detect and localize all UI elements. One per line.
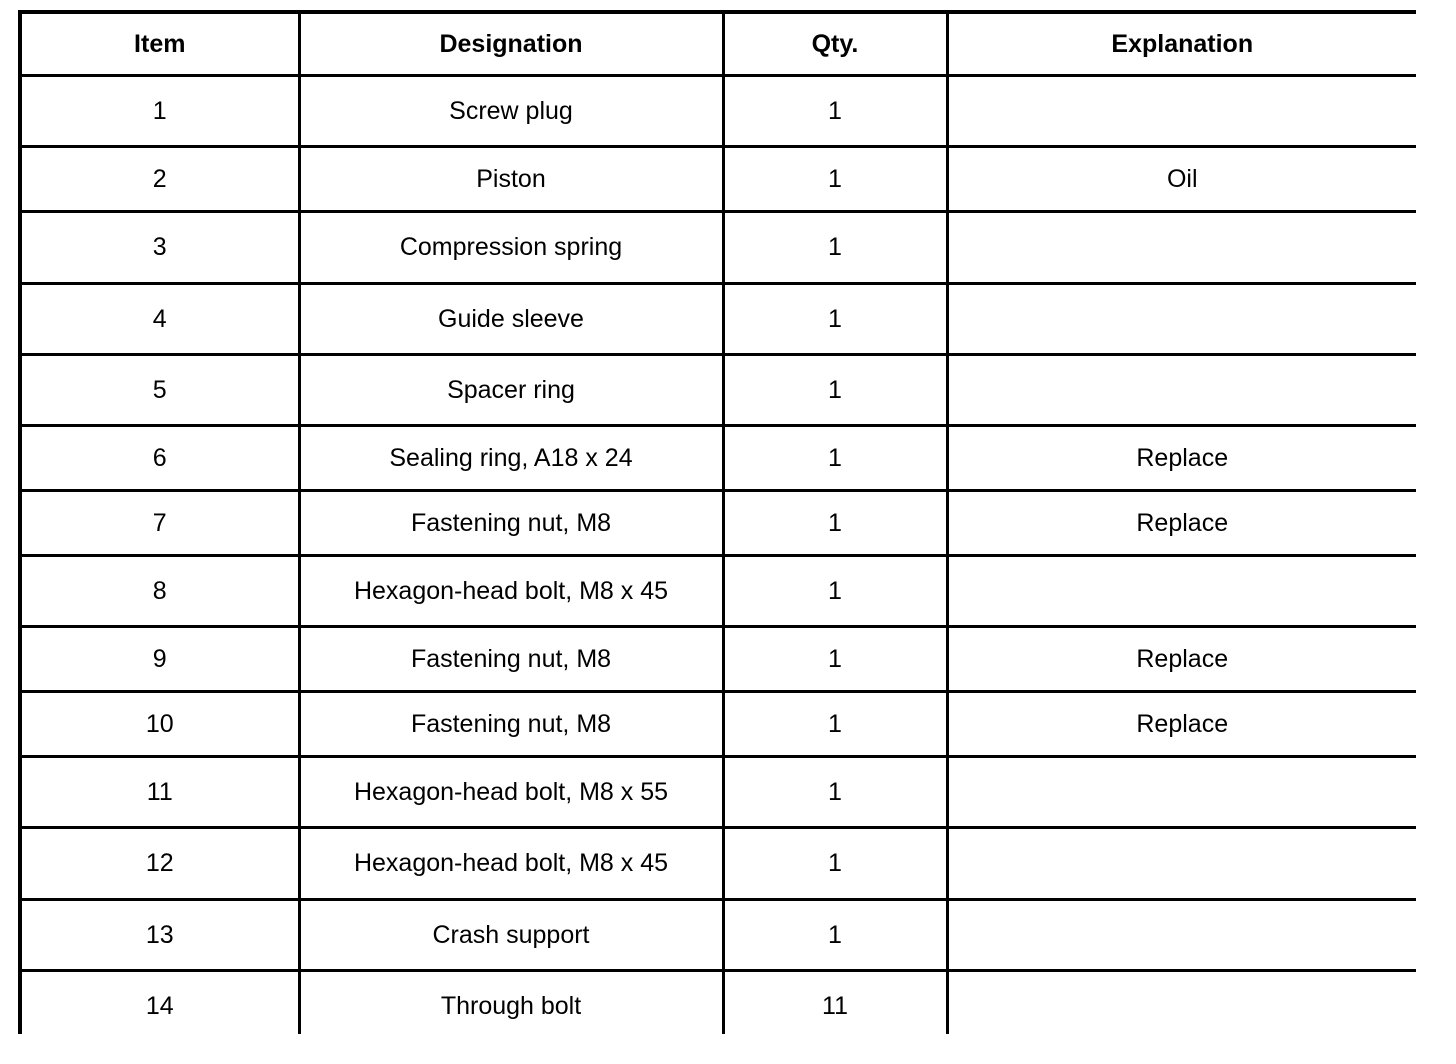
cell-explanation: [947, 900, 1416, 971]
table-row: [20, 692, 1416, 757]
cell-item: 14: [20, 971, 299, 1035]
cell-item: 13: [20, 900, 299, 971]
cell-explanation: [947, 212, 1416, 284]
table-row: [20, 147, 1416, 212]
table-body: [20, 76, 1416, 1035]
cell-qty: 1: [723, 355, 947, 426]
table-row: [20, 212, 1416, 284]
cell-designation: Hexagon-head bolt, M8 x 45: [299, 556, 723, 627]
cell-qty: 1: [723, 828, 947, 900]
cell-designation: Fastening nut, M8: [299, 491, 723, 556]
table-row: [20, 556, 1416, 627]
cell-item: 7: [20, 491, 299, 556]
table-header-row: [20, 12, 1416, 76]
cell-designation: Through bolt: [299, 971, 723, 1035]
cell-qty: 1: [723, 692, 947, 757]
cell-qty: 1: [723, 900, 947, 971]
cell-item: 8: [20, 556, 299, 627]
cell-item: 3: [20, 212, 299, 284]
cell-qty: 1: [723, 284, 947, 355]
cell-qty: 1: [723, 76, 947, 147]
cell-qty: 11: [723, 971, 947, 1035]
cell-qty: 1: [723, 556, 947, 627]
cell-explanation: Replace: [947, 426, 1416, 491]
cell-designation: Spacer ring: [299, 355, 723, 426]
parts-table-container: [18, 10, 1416, 1034]
cell-designation: Compression spring: [299, 212, 723, 284]
table-row: [20, 627, 1416, 692]
cell-explanation: [947, 828, 1416, 900]
cell-qty: 1: [723, 491, 947, 556]
cell-designation: Guide sleeve: [299, 284, 723, 355]
table-row: [20, 828, 1416, 900]
cell-qty: 1: [723, 212, 947, 284]
cell-qty: 1: [723, 426, 947, 491]
cell-explanation: [947, 971, 1416, 1035]
cell-qty: 1: [723, 147, 947, 212]
cell-item: 5: [20, 355, 299, 426]
table-row: [20, 757, 1416, 828]
cell-explanation: [947, 757, 1416, 828]
table-row: [20, 491, 1416, 556]
cell-item: 4: [20, 284, 299, 355]
parts-table: [18, 10, 1416, 1034]
cell-item: 9: [20, 627, 299, 692]
cell-designation: Fastening nut, M8: [299, 692, 723, 757]
cell-explanation: Replace: [947, 491, 1416, 556]
cell-explanation: Replace: [947, 692, 1416, 757]
header-explanation: Explanation: [947, 12, 1416, 76]
cell-explanation: [947, 556, 1416, 627]
cell-item: 2: [20, 147, 299, 212]
cell-designation: Crash support: [299, 900, 723, 971]
cell-qty: 1: [723, 757, 947, 828]
table-row: [20, 76, 1416, 147]
cell-explanation: [947, 355, 1416, 426]
cell-item: 6: [20, 426, 299, 491]
cell-designation: Piston: [299, 147, 723, 212]
cell-designation: Fastening nut, M8: [299, 627, 723, 692]
cell-explanation: [947, 284, 1416, 355]
cell-item: 10: [20, 692, 299, 757]
cell-designation: Sealing ring, A18 x 24: [299, 426, 723, 491]
cell-designation: Screw plug: [299, 76, 723, 147]
cell-qty: 1: [723, 627, 947, 692]
table-row: [20, 971, 1416, 1035]
header-item: Item: [20, 12, 299, 76]
cell-designation: Hexagon-head bolt, M8 x 55: [299, 757, 723, 828]
table-row: [20, 355, 1416, 426]
table-row: [20, 426, 1416, 491]
header-designation: Designation: [299, 12, 723, 76]
header-qty: Qty.: [723, 12, 947, 76]
cell-explanation: Oil: [947, 147, 1416, 212]
table-row: [20, 284, 1416, 355]
cell-item: 12: [20, 828, 299, 900]
cell-item: 1: [20, 76, 299, 147]
cell-designation: Hexagon-head bolt, M8 x 45: [299, 828, 723, 900]
cell-explanation: [947, 76, 1416, 147]
cell-item: 11: [20, 757, 299, 828]
table-row: [20, 900, 1416, 971]
cell-explanation: Replace: [947, 627, 1416, 692]
